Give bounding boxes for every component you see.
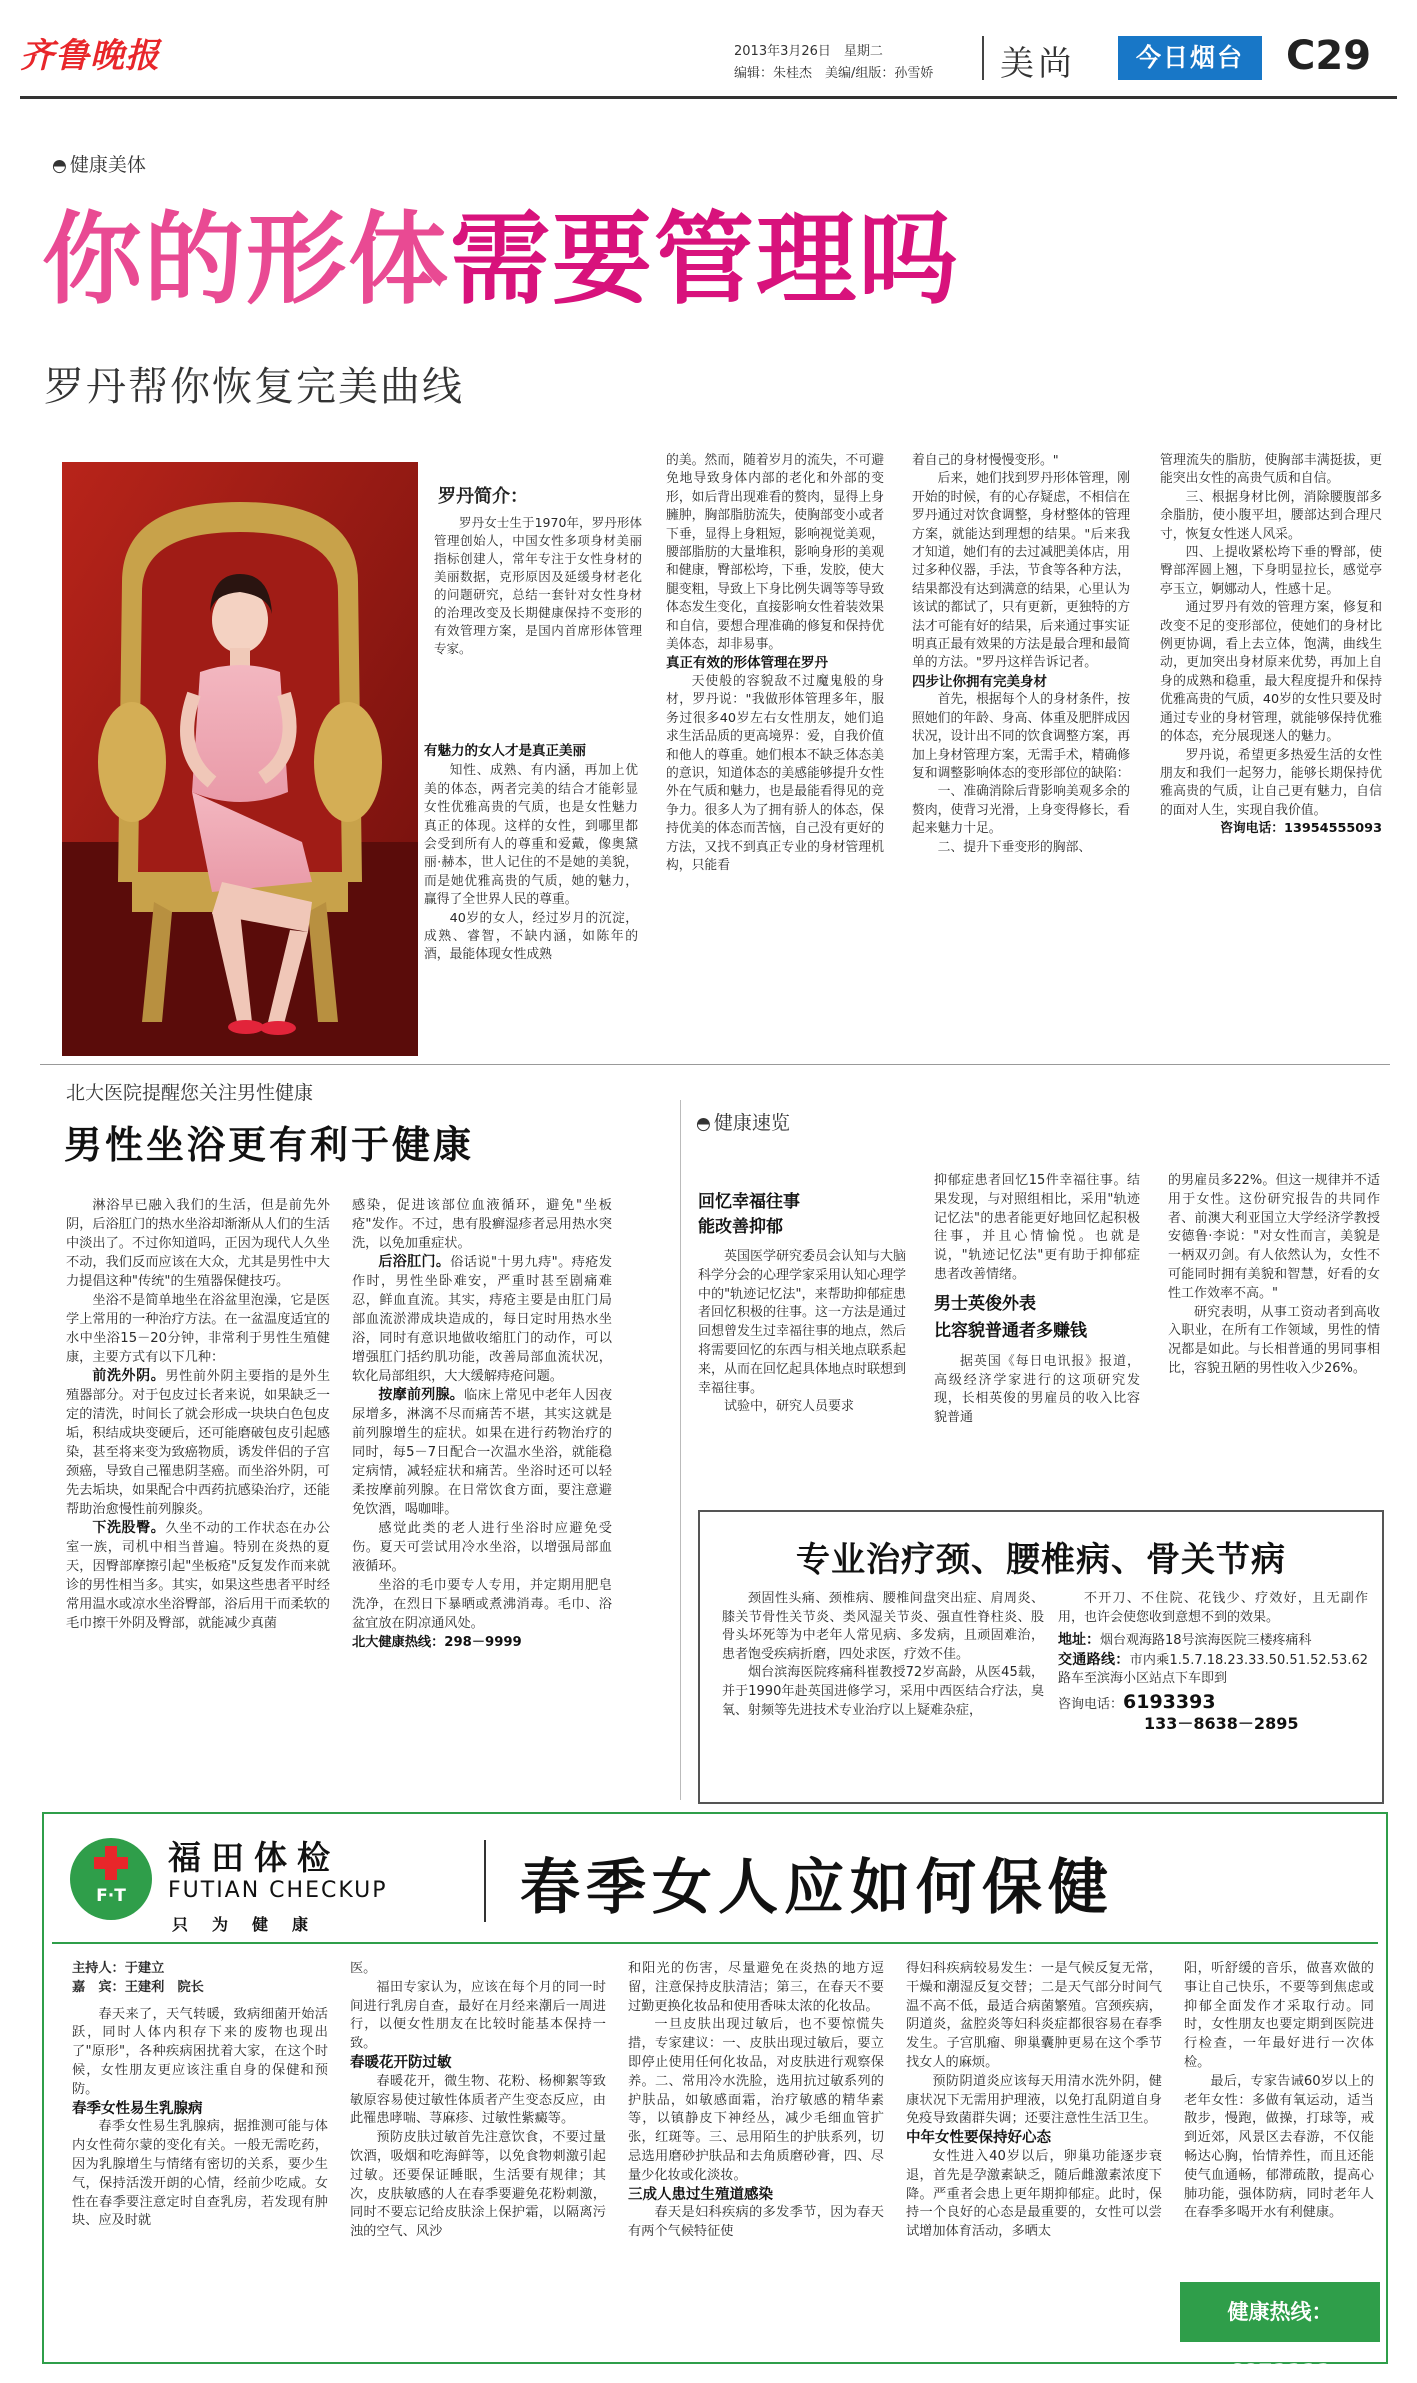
issue-date bbox=[734, 40, 883, 59]
logo-mark-text: F·T bbox=[96, 1886, 126, 1906]
clinic-ad bbox=[698, 1510, 1384, 1804]
bath-para bbox=[66, 1367, 330, 1519]
bath-para: 淋浴早已融入我们的生活，但是前先外阴，后浴肛门的热水坐浴却渐渐从人们的生活中淡出了。不过你知道吗，正因为现代人久坐不动，我们反而应该在大众，尤其是男性中大力提倡这种"传统"的生殖器保健技巧。 bbox=[66, 1198, 330, 1289]
bio-box bbox=[424, 482, 642, 728]
feature-col-2 bbox=[666, 452, 884, 875]
feature-col1-heading: 有魅力的女人才是真正美丽 bbox=[424, 743, 586, 759]
feature-col2-para: 天使般的容貌敌不过魔鬼般的身材，罗丹说："我做形体管理多年，服务过很多40岁左右女性朋友，她们追求生活品质的更高境界：爱，自我价值和他人的尊重。她们根本不缺乏体态美的意识，知道体态的美感能够提升女性外在气质和魅力，也是最能看得见的竞争力。很多人为了拥有骄人的体态，保持优美的体态而苦恼，自己没有更好的方法，又找不到真正专业的身材管理机构，只能看 bbox=[666, 673, 884, 873]
headline-part-b: 需要管理吗 bbox=[450, 201, 960, 318]
futian-rule bbox=[52, 1942, 1378, 1944]
bath-para: 坐浴不是简单地坐在浴盆里泡澡，它是医学上常用的一种治疗方法。在一盆温度适宜的水中坐浴15－20分钟，非常利于男性生殖健康，主要方式有以下几种： bbox=[66, 1293, 330, 1365]
clinic-route bbox=[1058, 1651, 1368, 1689]
futian-subheading: 春季女性易生乳腺病 bbox=[72, 2100, 203, 2117]
masthead bbox=[0, 0, 1417, 84]
bath-para bbox=[66, 1519, 330, 1633]
feature-headline bbox=[42, 200, 960, 320]
futian-para: 女性进入40岁以后，卵巢功能逐步衰退，首先是孕激素缺乏，随后雌激素浓度下降。严重者会患上更年期抑郁症。此时，保持一个良好的心态是最重要的，女性可以尝试增加体育活动，多晒太 bbox=[906, 2148, 1162, 2240]
quick-para: 试验中，研究人员要求 bbox=[724, 1399, 855, 1415]
futian-logo-en: FUTIAN CHECKUP bbox=[168, 1878, 388, 1903]
feature-col1-para: 知性、成熟、有内涵，再加上优美的体态，两者完美的结合才能彰显女性优雅高贵的气质，也是女性魅力真正的体现。这样的女性，到哪里都会受到所有人的尊重和爱戴，像奥黛丽·赫本，世人记住的不是她的美貌，而是她优雅高贵的气质，她的魅力，赢得了全世界人民的尊重。 bbox=[424, 763, 638, 908]
futian-logo-cn: 福田体检 bbox=[168, 1838, 340, 1877]
host-line: 主持人：于建立 bbox=[72, 1961, 165, 1976]
clinic-ad-col-1 bbox=[722, 1590, 1044, 1720]
quick-para: 抑郁症患者回忆15件幸福往事。结果发现，与对照组相比，采用"轨迹记忆法"的患者能更好地回忆起积极往事，并且心情愉悦。也就是说，"轨迹记忆法"更有助于抑郁症患者改善情绪。 bbox=[934, 1173, 1140, 1282]
feature-col2-heading: 真正有效的形体管理在罗丹 bbox=[666, 655, 828, 672]
futian-para: 最后，专家告诫60岁以上的老年女性：多做有氧运动，适当散步，慢跑，做操，打球等，戒到近郊，风景区去春游，不仅能畅达心胸，怡情养性，而且还能使气血通畅，郁滞疏散，提高心肺功能，强体防病，同时老年人在春季多喝开水有利健康。 bbox=[1184, 2073, 1374, 2221]
futian-slogan: 只 为 健 康 bbox=[172, 1915, 313, 1934]
phone-1: 6193393 bbox=[1123, 1690, 1216, 1713]
futian-para: 春天是妇科疾病的多发季节，因为春天有两个气候特征使 bbox=[628, 2205, 884, 2240]
futian-para: 春暖花开，微生物、花粉、杨柳絮等致敏原容易使过敏性体质者产生变态反应，由此罹患哮喘、荨麻疹、过敏性紫癜等。 bbox=[350, 2073, 606, 2127]
futian-para: 预防阴道炎应该每天用清水洗外阴，健康状况下无需用护理液，以免打乱阴道自身免疫导致菌群失调；还要注意性生活卫生。 bbox=[906, 2073, 1162, 2127]
bio-title: 罗丹简介： bbox=[438, 486, 528, 507]
clinic-ad-headline: 专业治疗颈、腰椎病、骨关节病 bbox=[796, 1540, 1286, 1580]
clinic-address bbox=[1058, 1631, 1368, 1651]
quick-headline-1a: 回忆幸福往事 bbox=[698, 1192, 800, 1212]
bath-subheading: 下洗股臀。 bbox=[92, 1520, 166, 1536]
masthead-divider bbox=[982, 36, 984, 80]
feature-subhead: 罗丹帮你恢复完美曲线 bbox=[44, 364, 464, 410]
bath-kicker: 北大医院提醒您关注男性健康 bbox=[66, 1082, 314, 1104]
feature-bottom-rule bbox=[40, 1064, 1390, 1065]
clinic-phones bbox=[1058, 1690, 1368, 1733]
feature-col3-para: 一、准确消除后背影响美观多余的赘肉，使背习光滑，上身变得修长，看起来魅力十足。 bbox=[912, 784, 1130, 837]
bath-col-1 bbox=[66, 1196, 330, 1633]
feature-col-1 bbox=[424, 742, 638, 965]
editor-credits: 编辑：朱桂杰 美编/组版：孙雪娇 bbox=[734, 66, 934, 81]
guest-line: 嘉 宾：王建利 院长 bbox=[72, 1979, 204, 1995]
bath-para: 坐浴的毛巾要专人专用，并定期用肥皂洗净，在烈日下暴晒或煮沸消毒。毛巾、浴盆宜放在阴凉通风处。 bbox=[352, 1578, 612, 1631]
cross-icon bbox=[94, 1846, 128, 1880]
bath-para-text: 俗话说"十男九痔"。痔疮发作时，男性坐卧难安，严重时甚至剧痛难忍，鲜血直流。其实，痔疮主要是由肛门局部血流淤滞成块造成的，每日定时用热水坐浴，同时有意识地做收缩肛门的动作，可以增强肛门括约肌功能，改善局部血流状况，软化局部组织，大大缓解痔疮问题。 bbox=[352, 1255, 612, 1384]
quick-para: 据英国《每日电讯报》报道，高级经济学家进行的这项研究发现，长相英俊的男雇员的收入比容貌普通 bbox=[934, 1353, 1140, 1426]
date-text: 2013年3月26日 bbox=[734, 44, 831, 59]
feature-col4-para: 四、上提收紧松垮下垂的臀部，使臀部浑圆上翘，下身明显拉长，感觉亭亭玉立，婀娜动人，性感十足。 bbox=[1160, 545, 1382, 597]
feature-col-4 bbox=[1160, 452, 1382, 839]
quick-headline-1b: 能改善抑郁 bbox=[698, 1217, 783, 1237]
bath-para bbox=[352, 1253, 612, 1386]
quick-headline-1 bbox=[698, 1190, 906, 1240]
futian-para: 春季女性易生乳腺病，据推测可能与体内女性荷尔蒙的变化有关。一般无需吃药，因为乳腺增生与情绪有密切的关系，要少生气，保持活泼开朗的心情，经前少吃咸。女性在春季要注意定时自查乳房，若发现有肿块、应及时就 bbox=[72, 2119, 328, 2229]
portrait-illustration bbox=[62, 462, 418, 1056]
quick-para: 研究表明，从事工资动者到高收入职业，在所有工作领域，男性的情况都是如此。与长相普通的男同事相比，容貌丑陋的男性收入少26%。 bbox=[1168, 1304, 1380, 1376]
weekday-text: 星期二 bbox=[843, 44, 883, 59]
futian-headline: 春季女人应如何保健 bbox=[520, 1853, 1114, 1923]
feature-col-3 bbox=[912, 452, 1130, 857]
route-text: 市内乘1.5.7.18.23.33.50.51.52.53.62路车至滨海小区站点下车即到 bbox=[1058, 1652, 1368, 1687]
quick-col-1 bbox=[698, 1190, 906, 1417]
feature-col4-para: 三、根据身材比例，消除腰腹部多余脂肪，使小腹平坦，腰部达到合理尺寸，恢复女性迷人风采。 bbox=[1160, 489, 1382, 542]
feature-hotline: 咨询电话：13954555093 bbox=[1220, 821, 1382, 837]
bath-para-text: 久坐不动的工作状态在办公室一族，司机中相当普遍。特别在炎热的夏天，因臀部摩擦引起"坐板疮"反复发作而来就诊的男性相当多。其实，如果这些患者平时经常用温水或凉水坐浴臀部，浴后用干而柔软的毛巾擦干外阴及臀部，就能减少真菌 bbox=[66, 1521, 331, 1631]
futian-para: 福田专家认为，应该在每个月的同一时间进行乳房自查，最好在月经来潮后一周进行，以便女性朋友在比较时能基本保持一致。 bbox=[350, 1979, 606, 2052]
feature-col3-para: 后来，她们找到罗丹形体管理，刚开始的时候，有的心存疑虑，不相信在罗丹通过对饮食调整，身材整体的管理方案，就能达到理想的结果。"后来我才知道，她们有的去过减肥美体店，用过多种仪器，手法，节食等各种方法，结果都没有达到满意的结果，心里认为该试的都试了，只有更新，更独特的方法才可能有好的结果，后来通过事实证明真正最有效果的方法是最合理和最简单的方法。"罗丹这样告诉记者。 bbox=[912, 471, 1130, 671]
futian-logo bbox=[64, 1828, 494, 1946]
column-divider bbox=[680, 1100, 681, 1800]
masthead-rule bbox=[20, 96, 1397, 99]
clinic-ad-para: 颈固性头痛、颈椎病、腰椎间盘突出症、肩周炎、膝关节骨性关节炎、类风湿关节炎、强直性脊柱炎、股骨头坏死等为中老年人常见病、多发病，且顽固难治，患者饱受疾病折磨，四处求医，疗效不佳。 bbox=[722, 1591, 1044, 1662]
portrait-photo bbox=[62, 462, 418, 1056]
feature-col4-para: 管理流失的脂肪，使胸部丰满挺拔，更能突出女性的高贵气质和自信。 bbox=[1160, 453, 1382, 487]
futian-subheading: 中年女性要保持好心态 bbox=[906, 2130, 1051, 2147]
address-label: 地址： bbox=[1058, 1632, 1100, 1649]
clinic-ad-para: 不开刀、不住院、花钱少、疗效好，且无副作用，也许会使您收到意想不到的效果。 bbox=[1058, 1591, 1368, 1625]
page-number: C29 bbox=[1286, 33, 1372, 79]
section-tag-health-news: ◓ 健康速览 bbox=[696, 1108, 790, 1135]
quick-para: 的男雇员多22%。但这一规律并不适用于女性。这份研究报告的共同作者、前澳大利亚国立大学经济学教授安德鲁·李说："对女性而言，美貌是一柄双刃剑。有人依然认为，女性不可能同时拥有美貌和智慧，好看的女性工作效率不高。" bbox=[1168, 1173, 1380, 1301]
bath-para: 感染，促进该部位血液循环，避免"坐板疮"发作。不过，患有股癣湿疹者忌用热水突洗，以免加重症状。 bbox=[352, 1198, 612, 1251]
futian-para: 春天来了，天气转暖，致病细菌开始活跃，同时人体内积存下来的废物也现出了"原形"，各种疾病困扰着大家，在这个时候，女性朋友更应该注重自身的保健和预防。 bbox=[72, 2006, 328, 2097]
futian-col-5 bbox=[1184, 1960, 1374, 2223]
futian-para: 阳，听舒缓的音乐，做喜欢做的事让自己快乐，不要等到焦虑或抑郁全面发作才采取行动。同时，女性朋友也要定期到医院进行检查，一年最好进行一次体检。 bbox=[1184, 1961, 1374, 2070]
feature-col1-para: 40岁的女人，经过岁月的沉淀，成熟、睿智，不缺内涵，如陈年的酒，最能体现女性成熟 bbox=[424, 910, 638, 963]
futian-subheading: 春暖花开防过敏 bbox=[350, 2054, 452, 2071]
futian-para: 预防皮肤过敏首先注意饮食，不要过量饮酒，吸烟和吃海鲜等，以免食物刺激引起过敏。还要保证睡眠，生活要有规律；其次，皮肤敏感的人在春季要避免花粉刺激，同时不要忘记给皮肤涂上保护霜，以隔离污浊的空气、风沙 bbox=[350, 2130, 606, 2240]
futian-logo-divider bbox=[484, 1840, 486, 1922]
section-name: 美尚 bbox=[1000, 44, 1076, 84]
feature-col3-para: 着自己的身材慢慢变形。" bbox=[912, 453, 1059, 468]
futian-col-4 bbox=[906, 1960, 1162, 2242]
quick-headline-2a: 男士英俊外表 bbox=[934, 1293, 1036, 1314]
feature-col3-para: 二、提升下垂变形的胸部、 bbox=[937, 839, 1092, 855]
quick-col-3 bbox=[1168, 1172, 1380, 1379]
quick-col-2 bbox=[934, 1172, 1140, 1428]
bath-subheading: 后浴肛门。 bbox=[378, 1254, 451, 1270]
bath-subheading: 按摩前列腺。 bbox=[378, 1387, 465, 1403]
edition-badge: 今日烟台 bbox=[1118, 36, 1262, 80]
feature-col3-para: 首先，根据每个人的身材条件，按照她们的年龄、身高、体重及肥胖成因状况，设计出不同的饮食调整方案，再加上身材管理方案，无需手术，精确修复和调整影响体态的变形部位的缺陷： bbox=[912, 692, 1130, 781]
futian-logo-mark bbox=[70, 1838, 152, 1920]
phone-label: 咨询电话： bbox=[1058, 1696, 1124, 1712]
quick-headline-2b: 比容貌普通者多赚钱 bbox=[934, 1320, 1087, 1341]
futian-col-1 bbox=[72, 1960, 328, 2231]
clinic-ad-col-2 bbox=[1058, 1590, 1368, 1733]
futian-col-2 bbox=[350, 1960, 606, 2242]
bath-para: 感觉此类的老人进行坐浴时应避免受伤。夏天可尝试用冷水坐浴，以增强局部血液循环。 bbox=[352, 1521, 612, 1574]
bath-hotline: 北大健康热线：298－9999 bbox=[352, 1635, 522, 1650]
bath-subheading: 前洗外阴。 bbox=[92, 1368, 166, 1384]
bath-para bbox=[352, 1386, 612, 1519]
futian-subheading: 三成人患过生殖道感染 bbox=[628, 2186, 773, 2203]
paper-logo: 齐鲁晚报 bbox=[20, 36, 160, 76]
futian-section bbox=[42, 1812, 1388, 2383]
phone-2: 133－8638－2895 bbox=[1144, 1713, 1299, 1733]
bath-para-text: 临床上常见中老年人因夜尿增多，淋漓不尽而痛苦不堪，其实这就是前列腺增生的症状。如果在进行药物治疗的同时，每5－7日配合一次温水坐浴，就能稳定病情，减轻症状和痛苦。坐浴时还可以轻柔按摩前列腺。在日常饮食方面，要注意避免饮酒，喝咖啡。 bbox=[352, 1388, 613, 1517]
feature-col4-para: 通过罗丹有效的管理方案，修复和改变不足的变形部位，使她们的身材比例更协调，看上去立体，饱满，曲线生动，更加突出身材原来优势，再加上自身的成熟和稳重，最大程度提升和保持优雅高贵的气质，40岁的女性只要及时通过专业的身材管理，就能够保持优雅的体态，充分展现迷人的魅力。 bbox=[1160, 600, 1382, 745]
route-label: 交通路线： bbox=[1058, 1651, 1130, 1668]
feature-col3-heading: 四步让你拥有完美身材 bbox=[912, 673, 1047, 690]
futian-para: 得妇科疾病较易发生：一是气候反复无常，干燥和潮湿反复交替；二是天气部分时间气温不高不低，最适合病菌繁殖。宫颈疾病，阴道炎，盆腔炎等妇科炎症都很容易在春季发生。子宫肌瘤、卵巢囊肿更易在这个季节找女人的麻烦。 bbox=[906, 1961, 1162, 2070]
futian-para: 医。 bbox=[350, 1961, 377, 1976]
bath-para-text: 男性前外阴主要指的是外生殖器部分。对于包皮过长者来说，如果缺乏一定的清洗，时间长了就会形成一块块白色包皮垢，积结成块变硬后，还可能磨破包皮引起感染，甚至将来变为致癌物质，诱发伴侣的子宫颈癌，导致自己罹患阴茎癌。而坐浴外阴，可先去垢块，如果配合中西药抗感染治疗，还能帮助治愈慢性前列腺炎。 bbox=[66, 1369, 331, 1517]
clinic-ad-para: 烟台滨海医院疼痛科崔教授72岁高龄，从医45载，并于1990年赴英国进修学习，采用中西医结合疗法，臭氧、射频等先进技术专业治疗以上疑难杂症， bbox=[722, 1665, 1044, 1718]
futian-col-3 bbox=[628, 1960, 884, 2242]
futian-hotline-banner: 健康热线：6872222 bbox=[1180, 2282, 1380, 2342]
bath-col-2 bbox=[352, 1196, 612, 1652]
feature-col2-para: 的美。然而，随着岁月的流失，不可避免地导致身体内部的老化和外部的变形，如后背出现难看的赘肉，显得上身臃肿，胸部脂肪流失，使胸部变小或者下垂，显得上身粗短，影响视觉美观，腰部脂肪的大量堆积，影响身形的美观和健康，臀部松垮，下垂，发胶，使大腿变粗，导致上下身比例失调等等导致体态发生变化，直接影响女性着装效果和自信，要想合理准确的修复和保持优美体态，却非易事。 bbox=[666, 453, 884, 653]
quick-headline-2 bbox=[934, 1291, 1140, 1345]
futian-para: 和阳光的伤害，尽量避免在炎热的地方逗留，注意保持皮肤清洁；第三，在春天不要过勤更换化妆品和使用香味太浓的化妆品。 bbox=[628, 1961, 884, 2014]
quick-para: 英国医学研究委员会认知与大脑科学分会的心理学家采用认知心理学中的"轨迹记忆法"，来帮助抑郁症患者回忆积极的往事。这一方法是通过回想曾发生过幸福往事的地点，然后将需要回忆的东西与相关地点联系起来，从而在回忆起具体地点时联想到幸福往事。 bbox=[698, 1249, 907, 1396]
section-tag-health-beauty: ◓ 健康美体 bbox=[52, 150, 146, 177]
bath-headline: 男性坐浴更有利于健康 bbox=[64, 1123, 475, 1167]
headline-part-a: 你的形体 bbox=[42, 201, 450, 318]
feature-col4-para: 罗丹说，希望更多热爱生活的女性朋友和我们一起努力，能够长期保持优雅高贵的气质，让自己更有魅力，自信的面对人生，实现自我价值。 bbox=[1160, 747, 1382, 818]
bio-text: 罗丹女士生于1970年，罗丹形体管理创始人，中国女性多项身材美丽指标创建人，常年专注于女性身材的美丽数据，克形原因及延缓身材老化的问题研究，总结一套针对女性身材的治理改变及长期健康保持不变形的有效管理方案，是国内首席形体管理专家。 bbox=[434, 515, 642, 656]
futian-para: 一旦皮肤出现过敏后，也不要惊慌失措，专家建议：一、皮肤出现过敏后，要立即停止使用任何化妆品，对皮肤进行观察保养。二、常用冷水洗脸，选用抗过敏系列的护肤品，如敏感面霜，治疗敏感的精华素等，以镇静皮下神经丛，减少毛细血管扩张，红斑等。三、忌用陌生的护肤系列，切忌选用磨砂护肤品和去角质磨砂膏，四、尽量少化妆或化淡妆。 bbox=[628, 2017, 884, 2183]
address-text: 烟台观海路18号滨海医院三楼疼痛科 bbox=[1100, 1633, 1312, 1649]
